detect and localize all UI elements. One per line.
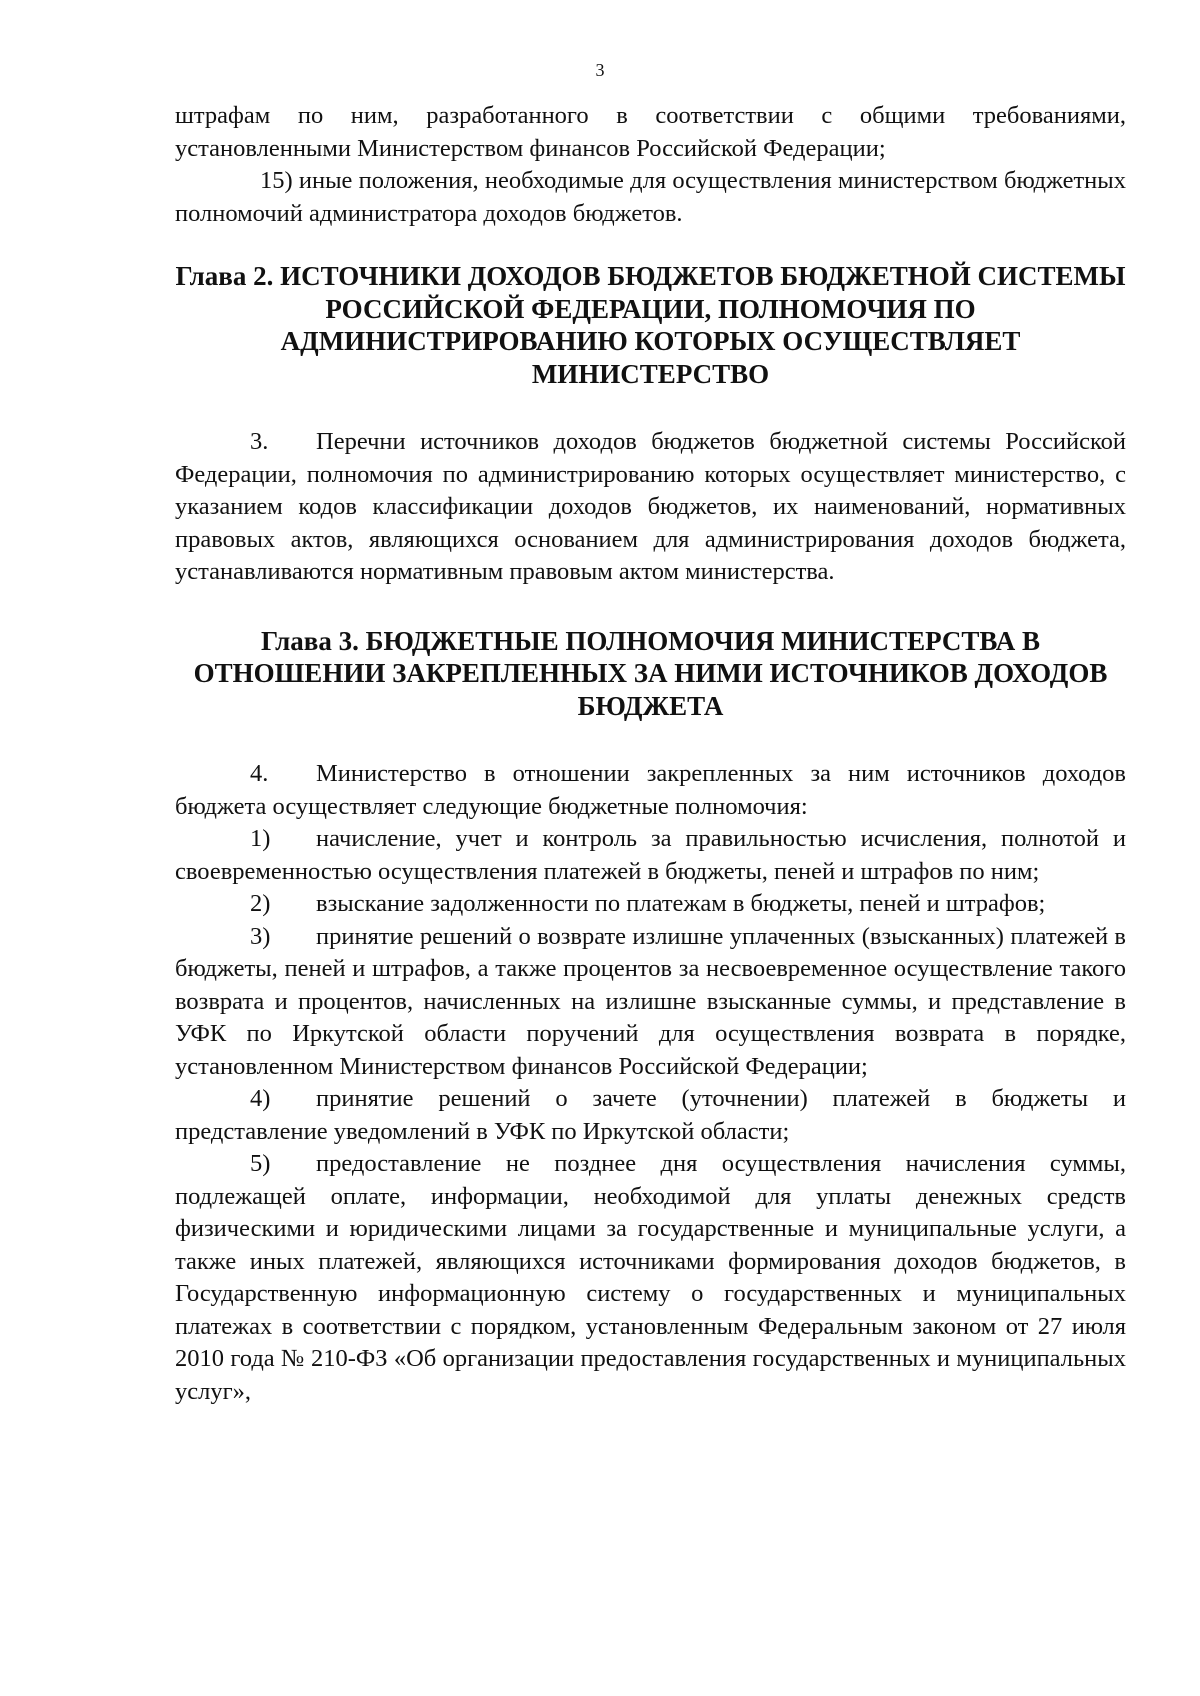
list-item-number: 4) — [250, 1085, 271, 1112]
list-item-3 — [175, 921, 1126, 1084]
paragraph-item-15: 15) иные положения, необходимые для осуществления министерством бюджетных полномочий администратора доходов бюджетов. — [175, 167, 1126, 227]
list-item-number: 1) — [250, 825, 271, 852]
list-item-text: начисление, учет и контроль за правильностью исчисления, полнотой и своевременностью осуществления платежей в бюджеты, пеней и штрафов по ним; — [175, 825, 1126, 885]
list-item-number: 5) — [250, 1150, 271, 1177]
list-item-4 — [175, 1083, 1126, 1148]
list-item-text: принятие решений о возврате излишне уплаченных (взысканных) платежей в бюджеты, пеней и штрафов, а также процентов за несвоевременное осуществление такого возврата и процентов, начисленных на излишне взысканные суммы, и представление в УФК по Иркутской области поручений для осуществления возврата в порядке, установленном Министерством финансов Российской Федерации; — [175, 922, 1126, 1080]
list-item-1 — [175, 823, 1126, 888]
section-3-number: 3. — [250, 428, 269, 455]
chapter-2-heading: Глава 2. ИСТОЧНИКИ ДОХОДОВ БЮДЖЕТОВ БЮДЖЕТНОЙ СИСТЕМЫ РОССИЙСКОЙ ФЕДЕРАЦИИ, ПОЛНОМОЧИЯ ПО АДМИНИСТРИРОВАНИЮ КОТОРЫХ ОСУЩЕСТВЛЯЕТ МИНИСТЕРСТВО — [175, 261, 1126, 389]
section-4-text: Министерство в отношении закрепленных за ним источников доходов бюджета осуществляет следующие бюджетные полномочия: — [175, 760, 1126, 820]
document-body — [175, 100, 1126, 1408]
list-item-2 — [175, 888, 1126, 921]
list-item-number: 3) — [250, 922, 271, 950]
section-3-text: Перечни источников доходов бюджетов бюджетной системы Российской Федерации, полномочия по администрированию которых осуществляет министерство, с указанием кодов классификации доходов бюджетов, их наименований, нормативных правовых актов, являющихся основанием для администрирования доходов бюджета, устанавливаются нормативным правовым актом министерства. — [175, 428, 1126, 585]
list-item-text: принятие решений о зачете (уточнении) платежей в бюджеты и представление уведомлений в УФК по Иркутской области; — [175, 1085, 1126, 1145]
page-number: 3 — [595, 60, 605, 80]
list-item-5 — [175, 1148, 1126, 1408]
list-item-text: предоставление не позднее дня осуществления начисления суммы, подлежащей оплате, информации, необходимой для уплаты денежных средств физическими и юридическими лицами за государственные и муниципальные услуги, а также иных платежей, являющихся источниками формирования доходов бюджетов, в Государственную информационную систему о государственных и муниципальных платежах в соответствии с порядком, установленным Федеральным законом от 27 июля 2010 года № 210-ФЗ «Об организации предоставления государственных и муниципальных услуг», — [175, 1150, 1126, 1405]
chapter-3-heading: Глава 3. БЮДЖЕТНЫЕ ПОЛНОМОЧИЯ МИНИСТЕРСТВА В ОТНОШЕНИИ ЗАКРЕПЛЕННЫХ ЗА НИМИ ИСТОЧНИКОВ ДОХОДОВ БЮДЖЕТА — [193, 625, 1108, 721]
section-3-paragraph — [175, 426, 1126, 589]
list-item-number: 2) — [250, 890, 271, 917]
paragraph-continuation: штрафам по ним, разработанного в соответствии с общими требованиями, установленными Министерством финансов Российской Федерации; — [175, 102, 1126, 162]
section-4-paragraph — [175, 758, 1126, 823]
list-item-text: взыскание задолженности по платежам в бюджеты, пеней и штрафов; — [316, 890, 1046, 917]
section-4-number: 4. — [250, 760, 269, 787]
